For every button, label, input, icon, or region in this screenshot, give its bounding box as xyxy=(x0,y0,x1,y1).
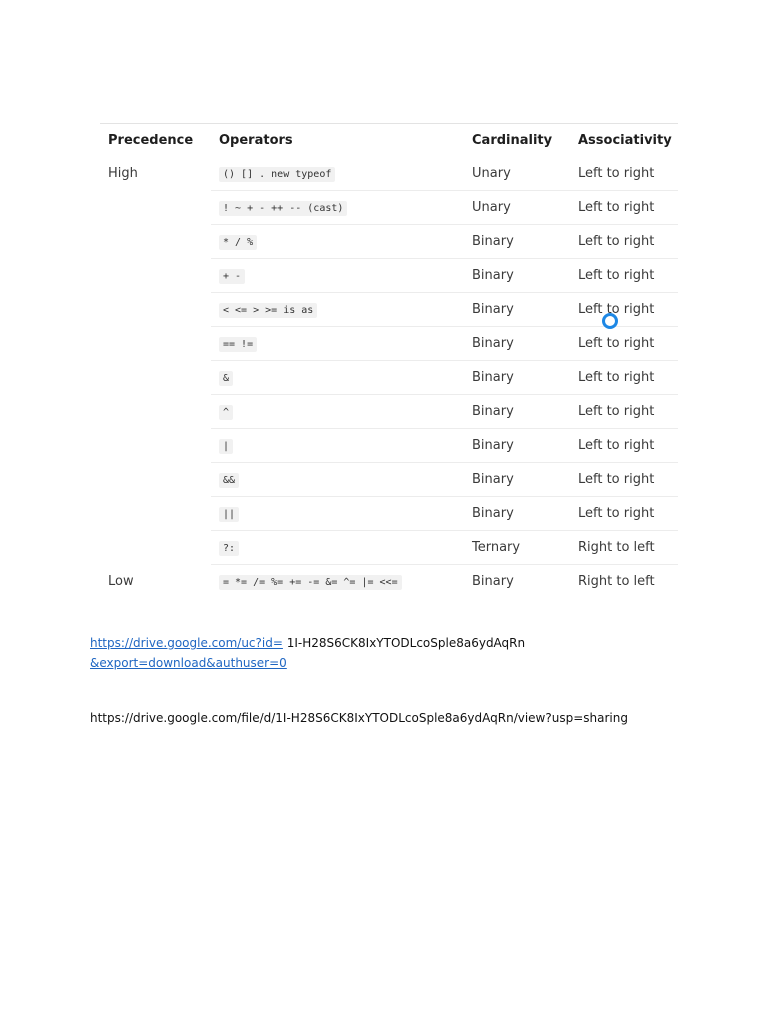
precedence-cell: Low xyxy=(108,573,134,589)
table-row xyxy=(100,259,678,293)
cardinality-cell: Unary xyxy=(464,191,570,225)
associativity-cell: Left to right xyxy=(570,395,678,429)
cardinality-cell: Binary xyxy=(464,463,570,497)
table-row xyxy=(100,191,678,225)
operators-code: < <= > >= is as xyxy=(219,303,317,318)
download-link-part2[interactable]: &export=download&authuser=0 xyxy=(90,656,287,670)
cardinality-cell: Binary xyxy=(464,361,570,395)
operators-cell xyxy=(211,497,464,531)
precedence-cell xyxy=(100,259,211,293)
associativity-cell: Left to right xyxy=(570,327,678,361)
operators-cell xyxy=(211,157,464,191)
table-row xyxy=(100,497,678,531)
associativity-cell: Left to right xyxy=(570,463,678,497)
operators-cell xyxy=(211,395,464,429)
precedence-cell: High xyxy=(108,166,138,182)
associativity-cell: Left to right xyxy=(570,225,678,259)
precedence-cell xyxy=(100,225,211,259)
associativity-cell: Right to left xyxy=(570,531,678,565)
precedence-cell xyxy=(100,191,211,225)
associativity-cell: Left to right xyxy=(570,429,678,463)
operators-cell xyxy=(211,463,464,497)
cardinality-cell: Binary xyxy=(464,497,570,531)
operators-cell xyxy=(211,191,464,225)
associativity-cell: Left to right xyxy=(570,191,678,225)
precedence-cell xyxy=(100,361,211,395)
header-associativity: Associativity xyxy=(578,133,672,148)
precedence-cell xyxy=(100,497,211,531)
operators-code: * / % xyxy=(219,235,257,250)
operators-code: ?: xyxy=(219,541,239,556)
cardinality-cell: Binary xyxy=(464,259,570,293)
operators-code: | xyxy=(219,439,233,454)
header-cardinality: Cardinality xyxy=(472,133,553,148)
operators-cell xyxy=(211,531,464,565)
table-row xyxy=(100,463,678,497)
table-row xyxy=(100,327,678,361)
precedence-cell xyxy=(100,531,211,565)
download-link-id: 1I-H28S6CK8IxYTODLcoSple8a6ydAqRn xyxy=(282,636,526,650)
associativity-cell: Left to right xyxy=(570,361,678,395)
precedence-cell xyxy=(100,395,211,429)
table-body xyxy=(100,157,678,598)
download-link-part1[interactable]: https://drive.google.com/uc?id= xyxy=(90,636,283,650)
operators-cell xyxy=(211,225,464,259)
operators-code: && xyxy=(219,473,239,488)
operators-cell xyxy=(211,361,464,395)
download-link-block xyxy=(90,633,525,673)
cardinality-cell: Ternary xyxy=(464,531,570,565)
table-row xyxy=(100,293,678,327)
associativity-cell: Left to right xyxy=(570,497,678,531)
operators-cell xyxy=(211,327,464,361)
operators-cell xyxy=(211,429,464,463)
operators-code: = *= /= %= += -= &= ^= |= <<= xyxy=(219,575,402,590)
operators-cell xyxy=(211,293,464,327)
operators-code: + - xyxy=(219,269,245,284)
cardinality-cell: Unary xyxy=(464,157,570,191)
cardinality-cell: Binary xyxy=(464,225,570,259)
precedence-cell xyxy=(100,327,211,361)
table-row xyxy=(100,531,678,565)
operators-code: ! ~ + - ++ -- (cast) xyxy=(219,201,347,216)
table-row xyxy=(100,225,678,259)
header-operators: Operators xyxy=(219,133,293,148)
precedence-cell xyxy=(100,293,211,327)
clipped-text-fragment xyxy=(220,587,250,593)
cardinality-cell: Binary xyxy=(464,293,570,327)
associativity-cell: Left to right xyxy=(570,157,678,191)
precedence-cell xyxy=(100,463,211,497)
operators-code: () [] . new typeof xyxy=(219,167,335,182)
cardinality-cell: Binary xyxy=(464,327,570,361)
cardinality-cell: Binary xyxy=(464,395,570,429)
header-precedence: Precedence xyxy=(108,133,194,148)
operators-code: ^ xyxy=(219,405,233,420)
sharing-link-text: https://drive.google.com/file/d/1I-H28S6CK8IxYTODLcoSple8a6ydAqRn/view?usp=sharing xyxy=(90,711,628,725)
table-row xyxy=(100,361,678,395)
table-header-row xyxy=(100,124,678,158)
operators-code: || xyxy=(219,507,239,522)
table-row xyxy=(100,157,678,191)
cardinality-cell: Binary xyxy=(464,429,570,463)
associativity-cell: Left to right xyxy=(570,293,678,327)
associativity-cell: Right to left xyxy=(578,574,655,589)
table-row xyxy=(100,429,678,463)
operators-code: == != xyxy=(219,337,257,352)
operator-precedence-table-wrap xyxy=(100,123,678,598)
table-row xyxy=(100,565,678,599)
cardinality-cell: Binary xyxy=(472,574,514,589)
operator-precedence-table xyxy=(100,123,678,598)
cursor-ring-icon xyxy=(602,313,618,329)
operators-cell xyxy=(211,259,464,293)
precedence-cell xyxy=(100,429,211,463)
associativity-cell: Left to right xyxy=(570,259,678,293)
operators-code: & xyxy=(219,371,233,386)
table-row xyxy=(100,395,678,429)
